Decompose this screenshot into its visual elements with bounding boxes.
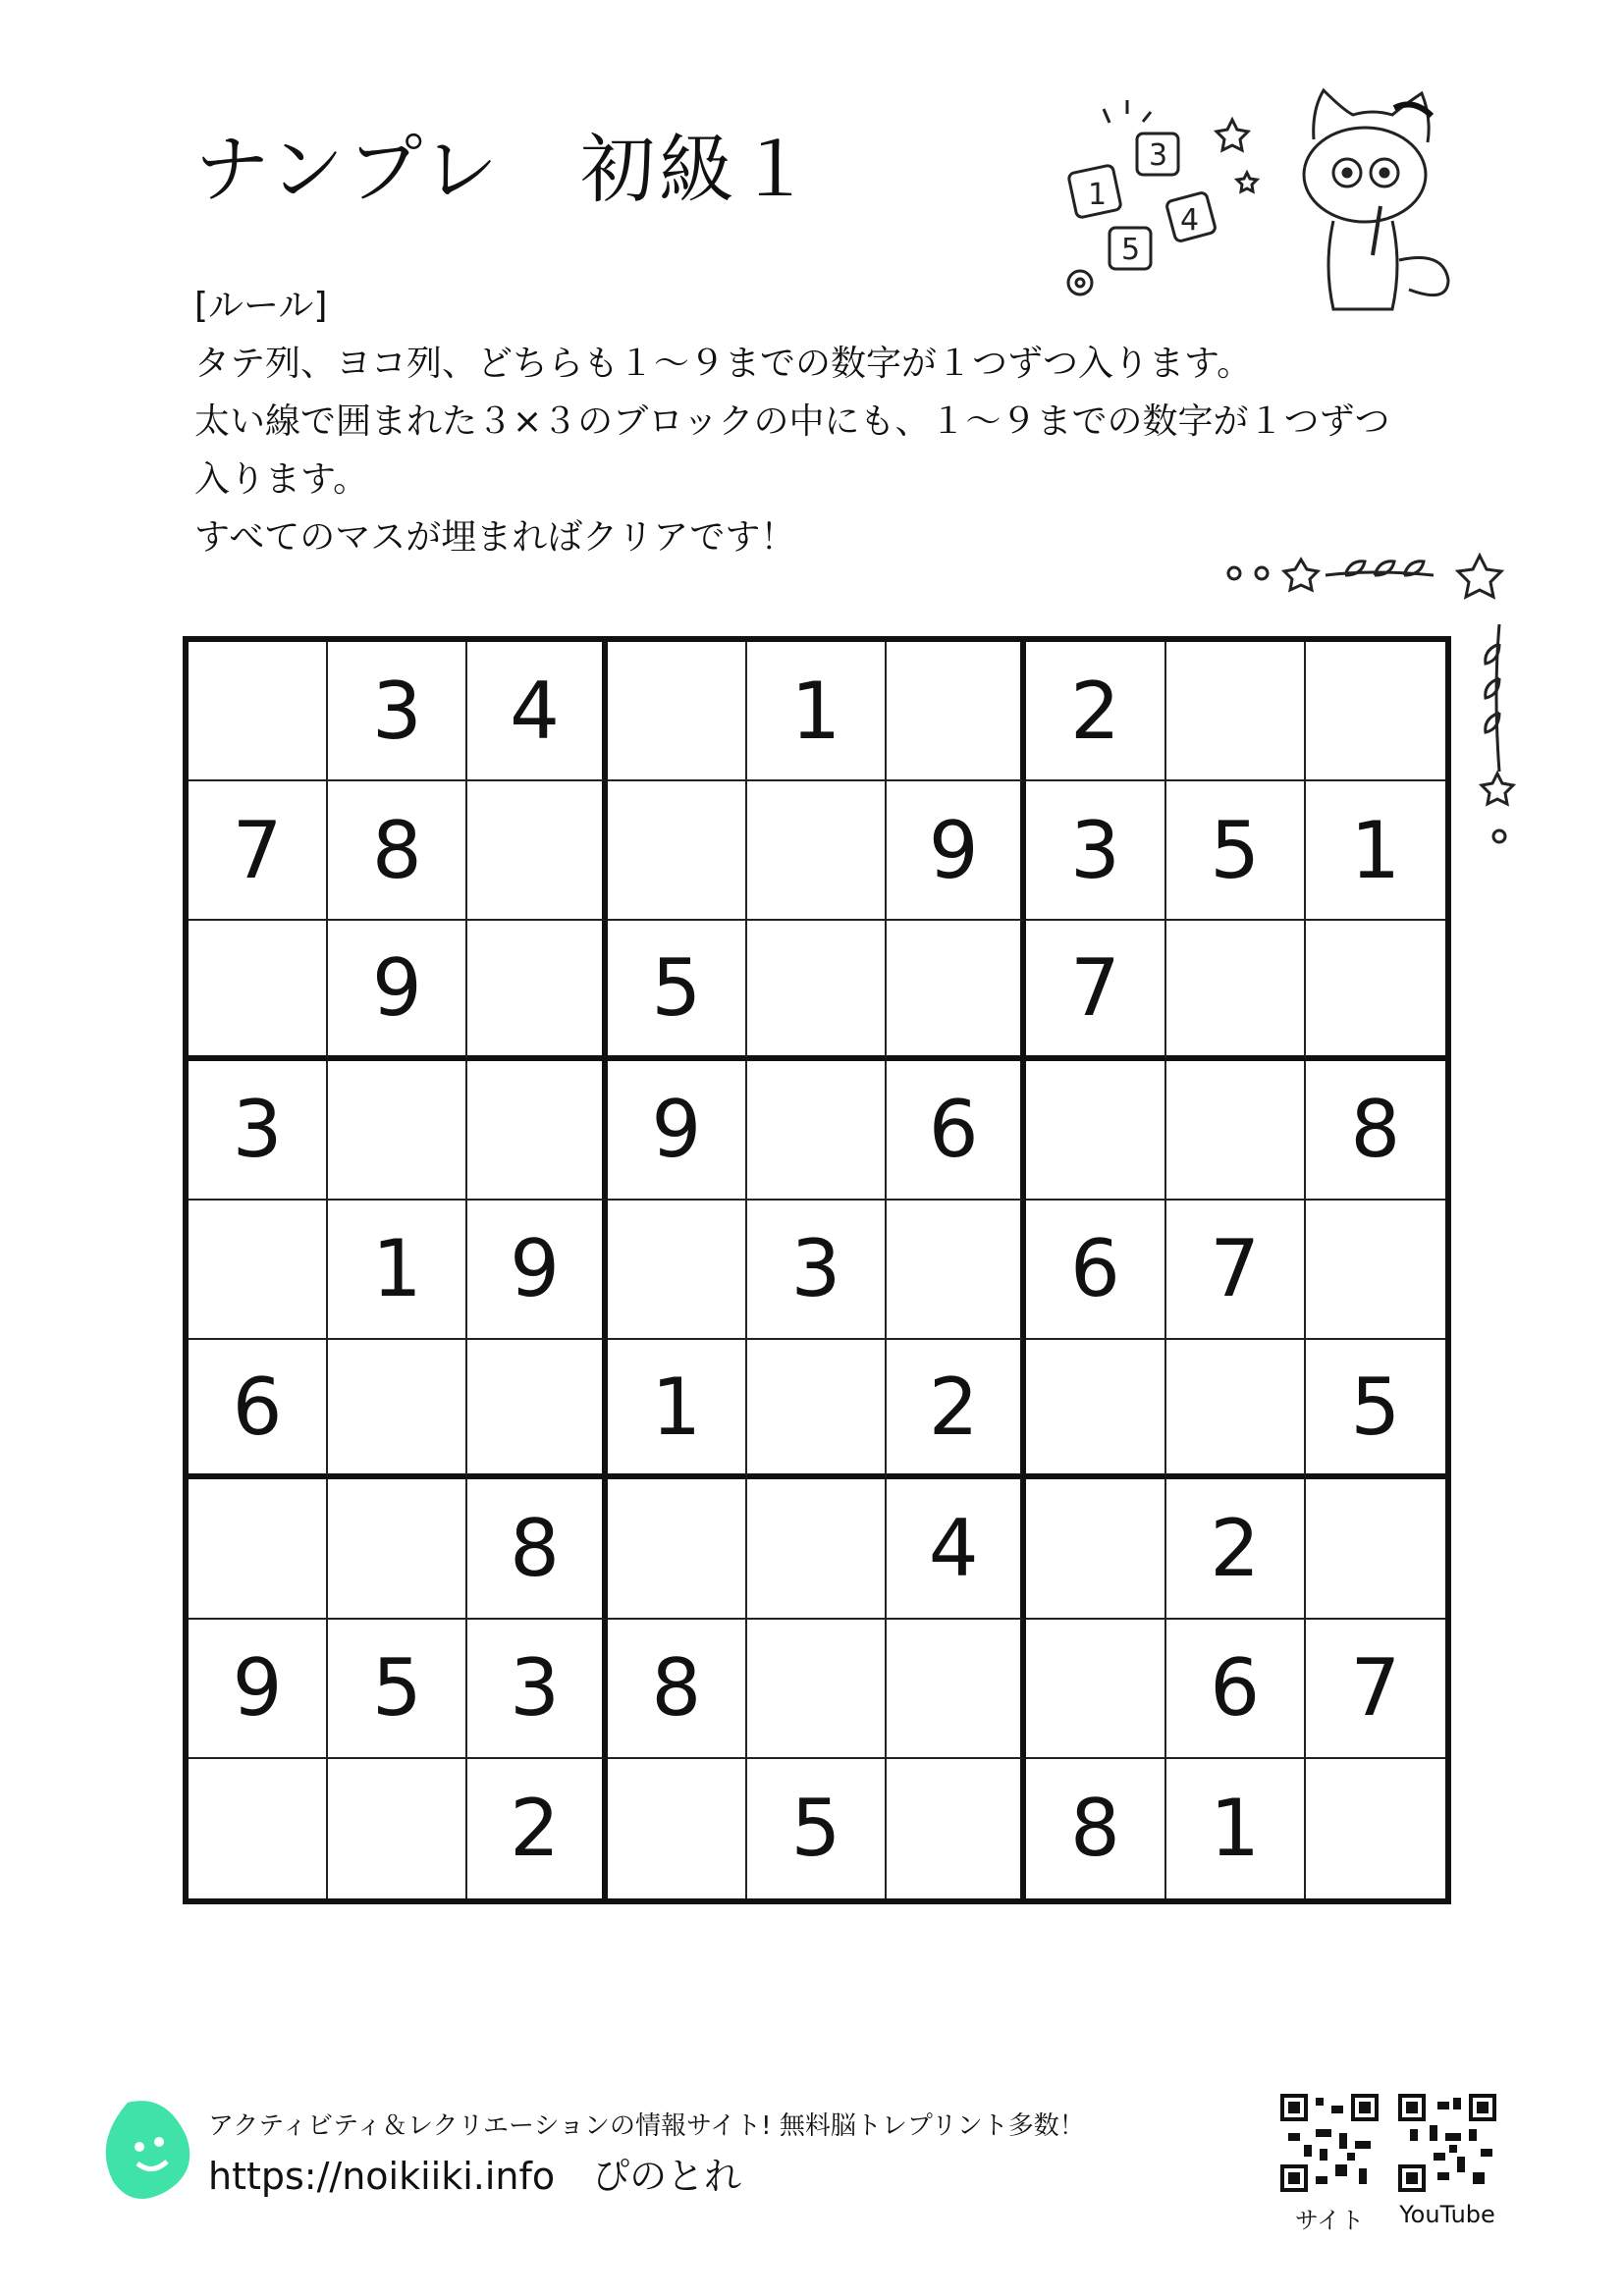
star-icon [1482,774,1513,804]
sudoku-cell: 8 [328,781,467,921]
sudoku-cell[interactable] [1026,1340,1165,1479]
vine-icon [1326,561,1434,575]
dice-icon [1068,133,1217,269]
sudoku-cell[interactable] [467,1340,607,1479]
sudoku-cell: 4 [467,642,607,781]
sudoku-cell: 6 [1026,1201,1165,1340]
sudoku-cell: 5 [1306,1340,1445,1479]
qr-code-youtube[interactable] [1398,2094,1496,2192]
sudoku-cell[interactable] [1026,1620,1165,1759]
cat-dice-illustration [1060,88,1473,334]
sudoku-cell[interactable] [608,1479,747,1619]
vine-icon [1486,624,1499,772]
sudoku-cell[interactable] [1306,642,1445,781]
qr-site-label: サイト [1294,2207,1365,2234]
sudoku-cell[interactable] [328,1340,467,1479]
sudoku-cell[interactable] [189,1479,328,1619]
sudoku-grid [183,636,1451,1904]
sudoku-cell[interactable] [189,1759,328,1898]
sudoku-cell[interactable] [1166,921,1306,1060]
sudoku-cell: 1 [328,1201,467,1340]
sudoku-cell: 3 [467,1620,607,1759]
sudoku-cell: 3 [328,642,467,781]
sudoku-cell: 1 [747,642,887,781]
star-icon [1458,556,1501,597]
sudoku-cell: 7 [1166,1201,1306,1340]
sudoku-cell[interactable] [328,1759,467,1898]
sudoku-cell: 5 [608,921,747,1060]
sudoku-cell: 2 [1026,642,1165,781]
sudoku-cell: 9 [328,921,467,1060]
sudoku-cell[interactable] [747,1479,887,1619]
sudoku-cell: 8 [467,1479,607,1619]
dot-icon [1493,830,1505,842]
sudoku-cell[interactable] [608,781,747,921]
rules-heading: [ルール] [194,286,328,326]
sudoku-cell[interactable] [747,1340,887,1479]
footer-url[interactable]: https://noikiiki.info ぴのとれ [208,2155,742,2198]
sudoku-cell[interactable] [887,642,1026,781]
sudoku-cell: 1 [608,1340,747,1479]
star-icon [1284,560,1318,590]
rules-line: 入ります。 [194,459,369,500]
die-face: 4 [1180,203,1200,238]
die-face: 5 [1121,233,1141,267]
gear-icon [1068,271,1092,294]
cat-icon [1304,90,1448,309]
sudoku-cell: 5 [747,1759,887,1898]
rules-line: タテ列、ヨコ列、どちらも１～９までの数字が１つずつ入ります。 [194,344,1253,384]
sudoku-cell: 1 [1306,781,1445,921]
sudoku-cell: 9 [887,781,1026,921]
sudoku-cell[interactable] [328,1061,467,1201]
sudoku-cell[interactable] [1306,921,1445,1060]
sudoku-cell[interactable] [1166,1340,1306,1479]
rules-line: すべてのマスが埋まればクリアです！ [194,517,796,558]
sudoku-cell[interactable] [747,1620,887,1759]
sudoku-cell[interactable] [1306,1759,1445,1898]
page-title: ナンプレ 初級１ [194,126,817,213]
sudoku-cell: 1 [1166,1759,1306,1898]
sudoku-cell[interactable] [887,1620,1026,1759]
sudoku-cell[interactable] [747,781,887,921]
sudoku-cell: 2 [887,1340,1026,1479]
sudoku-cell: 7 [189,781,328,921]
sudoku-cell: 9 [467,1201,607,1340]
sudoku-cell[interactable] [608,642,747,781]
sudoku-cell: 7 [1026,921,1165,1060]
sudoku-cell: 6 [189,1340,328,1479]
sudoku-cell: 2 [467,1759,607,1898]
qr-youtube-label: YouTube [1399,2201,1495,2228]
sudoku-cell[interactable] [1306,1479,1445,1619]
sudoku-cell[interactable] [608,1759,747,1898]
sudoku-cell: 3 [189,1061,328,1201]
sudoku-cell: 8 [608,1620,747,1759]
footer-tagline: アクティビティ＆レクリエーションの情報サイト! 無料脳トレプリント多数！ [208,2111,1085,2141]
sudoku-cell: 7 [1306,1620,1445,1759]
sudoku-cell[interactable] [887,1759,1026,1898]
sudoku-cell[interactable] [189,921,328,1060]
sudoku-cell[interactable] [467,1061,607,1201]
sudoku-cell[interactable] [328,1479,467,1619]
pinotore-logo [98,2093,196,2201]
sudoku-cell[interactable] [189,1201,328,1340]
sudoku-cell: 9 [189,1620,328,1759]
rules-line: 太い線で囲まれた３×３のブロックの中にも、１～９までの数字が１つずつ [194,401,1390,442]
sudoku-cell[interactable] [1306,1201,1445,1340]
sudoku-cell[interactable] [1026,1479,1165,1619]
sudoku-cell[interactable] [608,1201,747,1340]
sudoku-cell[interactable] [747,1061,887,1201]
sudoku-cell: 8 [1026,1759,1165,1898]
sudoku-cell: 5 [328,1620,467,1759]
sudoku-cell[interactable] [747,921,887,1060]
sudoku-cell[interactable] [189,642,328,781]
qr-code-site[interactable] [1280,2094,1379,2192]
dot-icon [1228,567,1240,579]
sudoku-cell: 6 [1166,1620,1306,1759]
sudoku-cell[interactable] [467,921,607,1060]
sudoku-cell[interactable] [887,921,1026,1060]
sudoku-cell[interactable] [1026,1061,1165,1201]
sudoku-cell: 3 [1026,781,1165,921]
die-face: 3 [1149,138,1168,173]
sudoku-cell: 8 [1306,1061,1445,1201]
die-face: 1 [1088,178,1108,212]
sudoku-cell: 3 [747,1201,887,1340]
sudoku-cell: 6 [887,1061,1026,1201]
sudoku-cell[interactable] [887,1201,1026,1340]
dot-icon [1256,567,1268,579]
sudoku-cell[interactable] [1166,642,1306,781]
sudoku-cell[interactable] [1166,1061,1306,1201]
sudoku-cell: 9 [608,1061,747,1201]
sudoku-cell[interactable] [467,781,607,921]
star-icon [1217,120,1257,191]
sparkle-icon [1104,100,1151,123]
sudoku-cell: 5 [1166,781,1306,921]
sudoku-cell: 2 [1166,1479,1306,1619]
sudoku-cell: 4 [887,1479,1026,1619]
